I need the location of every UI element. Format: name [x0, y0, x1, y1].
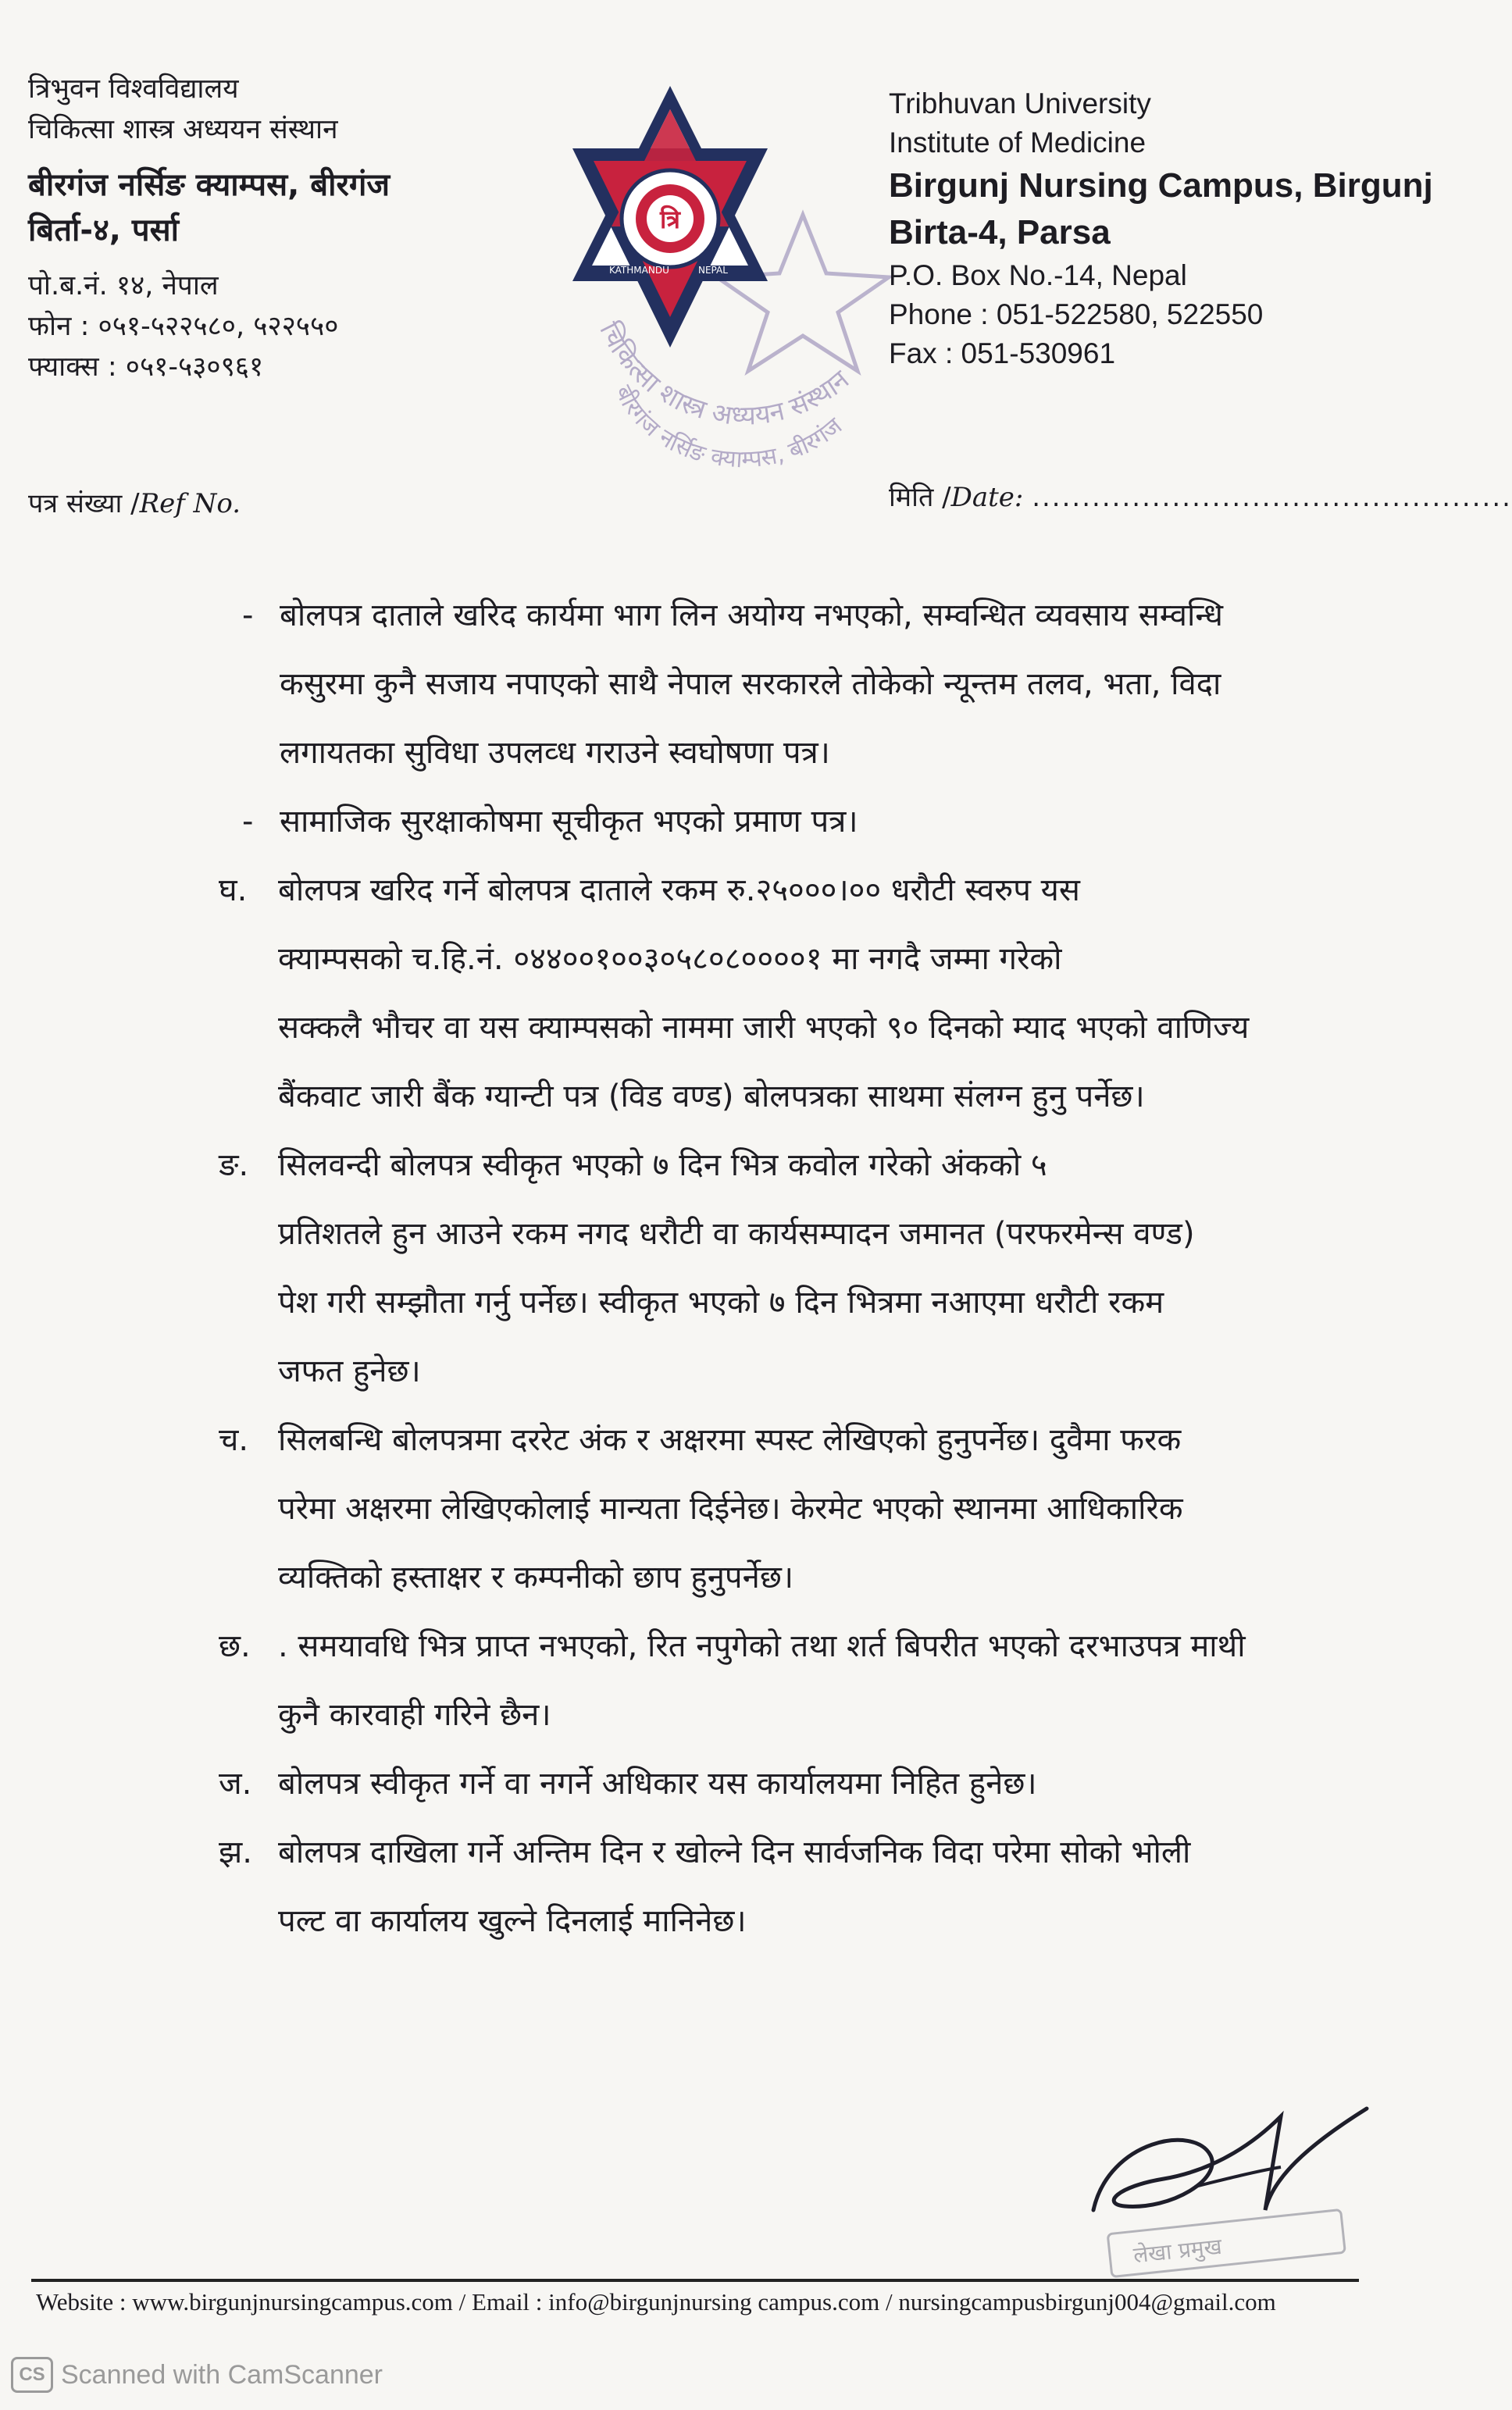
institute-name-np: चिकित्सा शास्त्र अध्ययन संस्थान [28, 114, 338, 145]
clause-marker: च. [219, 1422, 249, 1458]
date-label-en: Date: [950, 482, 1024, 513]
text-line: कसुरमा कुनै सजाय नपाएको साथै नेपाल सरकारले तोकेको न्यून्तम तलव, भता, विदा [280, 666, 1221, 702]
text-line: सक्कलै भौचर वा यस क्याम्पसको नाममा जारी भएको ९० दिनको म्याद भएको वाणिज्य [278, 1010, 1250, 1046]
clause-gha [219, 856, 1328, 1131]
pobox-en: P.O. Box No.-14, Nepal [889, 259, 1187, 291]
address-en: Birta-4, Parsa [889, 213, 1111, 251]
clause-marker: घ. [219, 872, 248, 908]
bullet-marker: - [242, 597, 254, 633]
letterhead-nepali [28, 69, 465, 387]
text-line: क्याम्पसको च.हि.नं. ०४४००१००३०५८०८००००१ मा नगदै जम्मा गरेको [278, 941, 1062, 977]
clause-cha [219, 1406, 1328, 1612]
text-line: बोलपत्र दाताले खरिद कार्यमा भाग लिन अयोग्य नभएको, सम्वन्धित व्यवसाय सम्वन्धि [280, 597, 1224, 633]
text-line: व्यक्तिको हस्ताक्षर र कम्पनीको छाप हुनुपर्नेछ। [278, 1560, 794, 1595]
clause-nga [219, 1131, 1328, 1406]
date-label-np: मिति / [889, 482, 951, 513]
signature-block [1078, 2093, 1375, 2273]
text-line: सिलबन्धि बोलपत्रमा दररेट अंक र अक्षरमा स्पस्ट लेखिएको हुनुपर्नेछ। दुवैमा फरक [278, 1422, 1182, 1458]
campus-name-np: बीरगंज नर्सिङ क्याम्पस, बीरगंज [28, 167, 390, 203]
ref-label-np: पत्र संख्या / [28, 488, 140, 519]
bullet-item [242, 581, 1328, 787]
address-np: बिर्ता-४, पर्सा [28, 212, 180, 248]
text-line: प्रतिशतले हुन आउने रकम नगद धरौटी वा कार्यसम्पादन जमानत (परफरमेन्स वण्ड) [278, 1216, 1195, 1252]
pobox-np: पो.ब.नं. १४, नेपाल [28, 270, 219, 301]
text-line: सामाजिक सुरक्षाकोषमा सूचीकृत भएको प्रमाण पत्र। [280, 804, 858, 840]
text-line: सिलवन्दी बोलपत्र स्वीकृत भएको ७ दिन भित्र कवोल गरेको अंकको ५ [278, 1147, 1047, 1183]
text-line: जफत हुनेछ। [278, 1353, 421, 1389]
institute-name-en: Institute of Medicine [889, 127, 1146, 159]
bullet-item [242, 787, 1328, 856]
svg-text:बीरगंज नर्सिङ क्याम्पस, बीरगंज: बीरगंज नर्सिङ क्याम्पस, बीरगंज [609, 381, 848, 474]
letterhead-english [889, 84, 1433, 373]
fax-np: फ्याक्स : ०५१-५३०९६१ [28, 351, 264, 383]
text-line: . समयावधि भित्र प्राप्त नभएको, रित नपुगेको तथा शर्त बिपरीत भएको दरभाउपत्र माथी [278, 1628, 1246, 1664]
svg-text:चिकित्सा शास्त्र अध्ययन संस्था: चिकित्सा शास्त्र अध्ययन संस्थान [593, 317, 856, 432]
text-line: बोलपत्र दाखिला गर्ने अन्तिम दिन र खोल्ने दिन सार्वजनिक विदा परेमा सोको भोली [278, 1834, 1191, 1870]
signature-stamp [1107, 2209, 1345, 2276]
clause-chha [219, 1612, 1328, 1749]
text-line: पेश गरी सम्झौता गर्नु पर्नेछ। स्वीकृत भएको ७ दिन भित्रमा नआएमा धरौटी रकम [278, 1285, 1164, 1321]
text-line: पल्ट वा कार्यालय खुल्ने दिनलाई मानिनेछ। [278, 1903, 747, 1939]
university-name-en: Tribhuvan University [889, 87, 1151, 119]
text-line: बैंकवाट जारी बैंक ग्यान्टी पत्र (विड वण्ड) बोलपत्रका साथमा संलग्न हुनु पर्नेछ। [278, 1078, 1145, 1114]
svg-text:त्रि: त्रि [660, 205, 680, 234]
emblem-text-left: KATHMANDU [609, 265, 669, 276]
handwritten-signature-icon [1078, 2093, 1375, 2273]
clause-marker: ज. [219, 1766, 252, 1802]
tribhuvan-university-emblem-icon [569, 78, 897, 484]
text-line: कुनै कारवाही गरिने छैन। [278, 1697, 551, 1733]
clause-marker: ङ. [219, 1147, 249, 1183]
text-line: बोलपत्र खरिद गर्ने बोलपत्र दाताले रकम रु.२५०००।०० धरौटी स्वरुप यस [278, 872, 1080, 908]
ref-no-label [28, 484, 241, 520]
camscanner-text: Scanned with CamScanner [61, 2359, 383, 2390]
text-line: परेमा अक्षरमा लेखिएकोलाई मान्यता दिईनेछ। केरमेट भएको स्थानमा आधिकारिक [278, 1491, 1183, 1527]
camscanner-watermark [11, 2357, 383, 2393]
clause-jha [219, 1818, 1328, 1955]
ref-label-en: Ref No. [139, 488, 241, 519]
phone-en: Phone : 051-522580, 522550 [889, 298, 1264, 330]
date-value: ................................................ [1032, 482, 1512, 513]
camscanner-logo-icon: CS [11, 2357, 53, 2393]
footer-divider [31, 2279, 1359, 2282]
university-name-np: त्रिभुवन विश्वविद्यालय [28, 73, 239, 105]
fax-en: Fax : 051-530961 [889, 337, 1116, 369]
bullet-marker: - [242, 804, 254, 840]
phone-np: फोन : ०५१-५२२५८०, ५२२५५० [28, 311, 339, 342]
clause-ja [219, 1749, 1328, 1818]
clause-marker: झ. [219, 1834, 252, 1870]
text-line: लगायतका सुविधा उपलव्ध गराउने स्वघोषणा पत्र। [280, 735, 830, 771]
university-emblem [569, 78, 897, 484]
text-line: बोलपत्र स्वीकृत गर्ने वा नगर्ने अधिकार यस कार्यालयमा निहित हुनेछ। [278, 1766, 1037, 1802]
clause-marker: छ. [219, 1628, 251, 1664]
date-field [889, 478, 1512, 514]
campus-name-en: Birgunj Nursing Campus, Birgunj [889, 166, 1433, 205]
tender-conditions [219, 581, 1328, 1955]
signature-stamp-text: लेखा प्रमुख [1132, 2233, 1223, 2269]
footer-contact: Website : www.birgunjnursingcampus.com / Email : info@birgunjnursing campus.com / nursingcampusbirgunj004@gmail.com [36, 2288, 1276, 2316]
emblem-text-right: NEPAL [698, 265, 728, 276]
